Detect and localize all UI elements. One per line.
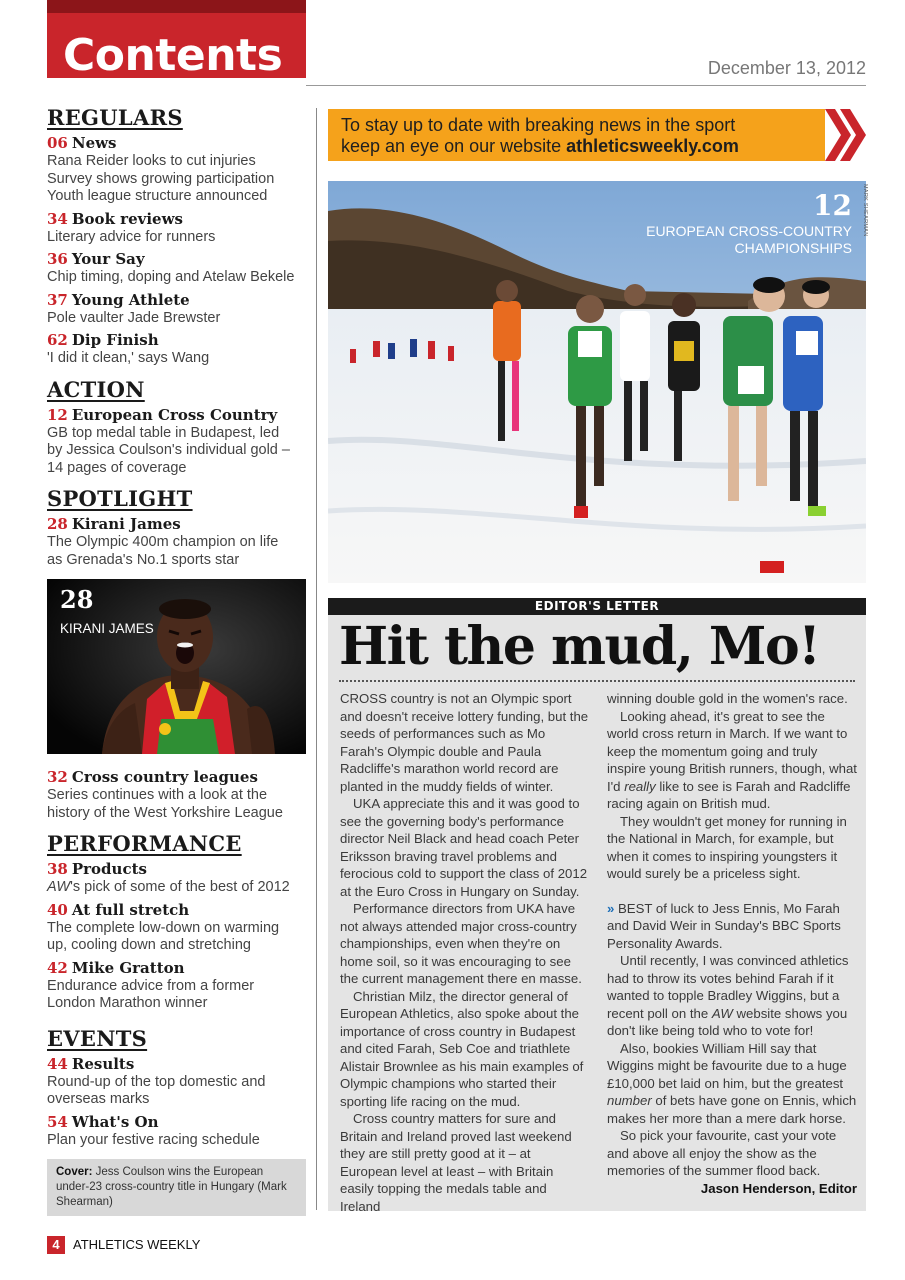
item-desc: Endurance advice from a former	[47, 977, 255, 994]
page-number: 54	[47, 1112, 68, 1131]
banner-text: To stay up to date with breaking news in the sport keep an eye on our website athleticsweekly.com	[341, 115, 739, 156]
section-heading-events: EVENTS	[47, 1025, 148, 1051]
contents-item[interactable]	[47, 250, 306, 287]
item-desc: The complete low-down on warming	[47, 919, 280, 936]
paragraph: Until recently, I was convinced athletics had to throw its votes behind Farah if it wanted to topple Bradley Wiggins, but a recent poll on the AW website shows you don't like being told who to vote for!	[607, 953, 849, 1038]
page-number: 06	[47, 134, 68, 152]
contents-item[interactable]	[47, 768, 306, 822]
item-desc: overseas marks	[47, 1091, 150, 1107]
section-heading-regulars: REGULARS	[47, 105, 183, 130]
page-number: 32	[47, 768, 68, 786]
item-desc: AW's pick of some of the best of 2012	[47, 879, 290, 895]
masthead-top-stripe	[47, 0, 306, 13]
page-number: 62	[47, 331, 68, 349]
photo-caption: KIRANI JAMES	[60, 621, 154, 636]
item-desc: The Olympic 400m champion on life	[47, 534, 279, 550]
item-desc: as Grenada's No.1 sports star	[47, 551, 240, 568]
page-number: 38	[47, 860, 68, 878]
cross-country-photo[interactable]	[328, 181, 866, 583]
item-title: Cross country leagues	[71, 768, 258, 786]
page-title: Contents	[63, 30, 283, 78]
contents-item[interactable]	[47, 331, 306, 368]
photo-page-number: 12	[813, 189, 852, 222]
editorial-headline: Hit the mud, Mo!	[339, 616, 820, 677]
item-desc: Literary advice for runners	[47, 228, 216, 245]
item-title: At full stretch	[71, 900, 190, 919]
page-number: 42	[47, 958, 68, 977]
item-title: What's On	[71, 1112, 159, 1131]
contents-item[interactable]	[47, 515, 306, 569]
page-number: 34	[47, 209, 68, 228]
section-heading-spotlight: SPOTLIGHT	[47, 486, 193, 511]
item-title: Dip Finish	[71, 331, 159, 349]
item-desc: GB top medal table in Budapest, led	[47, 424, 280, 441]
editors-letter-label: EDITOR'S LETTER	[328, 598, 866, 615]
item-title: Results	[71, 1054, 135, 1073]
item-title: News	[71, 134, 117, 152]
paragraph: So pick your favourite, cast your vote and above all enjoy the show as the memories of the summer flood back.	[607, 1128, 837, 1178]
contents-item[interactable]	[47, 406, 306, 478]
item-title: Kirani James	[71, 515, 181, 533]
item-title: Young Athlete	[71, 290, 190, 309]
item-title: Products	[71, 860, 147, 878]
page-number: 28	[47, 515, 68, 533]
item-desc: Plan your festive racing schedule	[47, 1131, 260, 1148]
item-desc: 'I did it clean,' says Wang	[47, 350, 210, 366]
contents-item[interactable]	[47, 1055, 306, 1109]
photo-page-number: 28	[60, 585, 94, 614]
editor-signature: Jason Henderson, Editor	[700, 1180, 857, 1196]
item-title: Book reviews	[71, 209, 183, 228]
item-desc: Rana Reider looks to cut injuries	[47, 153, 256, 169]
double-chevron-icon: »	[607, 900, 615, 916]
paragraph: Christian Milz, the director general of European Athletics, also spoke about the importance of cross country in Budapest and cited Farah, Seb Coe and triathlete Alistair Brownlee as his main examples of Olympic champions who started their sporting life racing on the mud.	[340, 988, 584, 1109]
item-desc: up, cooling down and stretching	[47, 937, 251, 953]
page-number: 37	[47, 290, 68, 309]
page-number: 40	[47, 900, 68, 919]
contents-item[interactable]	[47, 959, 306, 1013]
paragraph: CROSS country is not an Olympic sport and doesn't receive lottery funding, but the seeds of performances such as Mo Farah's Olympic double and Paula Radcliffe's marathon world record are planted in the muddy fields of winter.	[340, 691, 589, 794]
photo-credit: MARK SHEARMAN	[862, 184, 868, 237]
contents-list	[47, 106, 306, 1216]
paragraph: » BEST of luck to Jess Ennis, Mo Farah and David Weir in Sunday's BBC Sports Personality Awards.	[607, 900, 841, 951]
column-divider	[316, 108, 317, 1210]
paragraph: winning double gold in the women's race.	[607, 691, 848, 706]
paragraph: UKA appreciate this and it was good to see the governing body's performance director Neil Black and head coach Peter Eriksson braving travel problems and ferocious cold to support the class of 2012 at the Euro Cross in Hungary on Sunday.	[340, 796, 588, 899]
editorial-column-2	[607, 690, 857, 1197]
magazine-abbrev: AW	[47, 879, 71, 895]
item-title: Mike Gratton	[71, 958, 185, 977]
section-heading-performance: PERFORMANCE	[47, 831, 242, 856]
publication-name: ATHLETICS WEEKLY	[73, 1237, 201, 1252]
paragraph: They wouldn't get money for running in the National in March, for example, but when it comes to inspiring youngsters it would surely be a priceless sight.	[607, 813, 847, 881]
item-desc: Chip timing, doping and Atelaw Bekele	[47, 269, 295, 285]
issue-date: December 13, 2012	[707, 58, 866, 78]
item-desc: 14 pages of coverage	[47, 459, 187, 476]
dotted-divider	[339, 680, 855, 682]
item-desc: history of the West Yorkshire League	[47, 804, 283, 821]
item-desc: Round-up of the top domestic and	[47, 1073, 266, 1090]
editorial-column-1	[340, 690, 589, 1215]
contents-item[interactable]	[47, 291, 306, 328]
paragraph: Looking ahead, it's great to see the world cross return in March. If we want to keep the momentum going and truly inspire young British runners, though, what I'd really like to see is Farah and Radcliffe racing again on British mud.	[607, 708, 857, 811]
item-title: Your Say	[71, 250, 145, 268]
page-number: 12	[47, 405, 68, 424]
item-desc: Series continues with a look at the	[47, 787, 268, 803]
folio-number: 4	[47, 1236, 65, 1254]
item-desc: London Marathon winner	[47, 995, 208, 1011]
cover-label: Cover:	[56, 1166, 93, 1178]
page-number: 44	[47, 1054, 68, 1073]
item-desc: Pole vaulter Jade Brewster	[47, 309, 221, 326]
contents-item[interactable]	[47, 1113, 306, 1150]
item-desc: Youth league structure announced	[47, 188, 268, 204]
paragraph: Cross country matters for sure and Britain and Ireland proved last weekend they are still pretty good at it – at European level at least – with Britain easily topping the medals table and Ireland	[340, 1111, 572, 1214]
paragraph: Also, bookies William Hill say that Wiggins might be favourite due to a huge £10,000 bet laid on him, but the greatest number of bets have gone on Ennis, which makes her more than a mere dark horse.	[607, 1040, 857, 1126]
kirani-james-photo[interactable]	[47, 579, 306, 754]
page-number: 36	[47, 250, 68, 268]
contents-item[interactable]	[47, 860, 306, 897]
chevron-right-icon	[825, 109, 866, 161]
website-banner[interactable]	[328, 109, 866, 161]
paragraph: Performance directors from UKA have not always attended major cross-country championships, even when they're on home soil, so it was encouraging to see the current management there en masse.	[340, 901, 582, 986]
item-title: European Cross Country	[71, 405, 278, 424]
contents-item[interactable]	[47, 134, 306, 206]
item-desc: by Jessica Coulson's individual gold –	[47, 442, 290, 458]
contents-item[interactable]	[47, 210, 306, 247]
header-divider	[306, 85, 866, 86]
cover-caption	[47, 1159, 306, 1216]
masthead	[47, 0, 306, 78]
cover-text: Jess Coulson wins the European under-23 cross-country title in Hungary (Mark Shearman)	[56, 1166, 287, 1208]
item-desc: Survey shows growing participation	[47, 170, 275, 187]
photo-caption: EUROPEAN CROSS-COUNTRY CHAMPIONSHIPS	[646, 223, 852, 256]
section-heading-action: ACTION	[47, 376, 145, 402]
website-link[interactable]: athleticsweekly.com	[566, 136, 739, 156]
contents-item[interactable]	[47, 901, 306, 955]
